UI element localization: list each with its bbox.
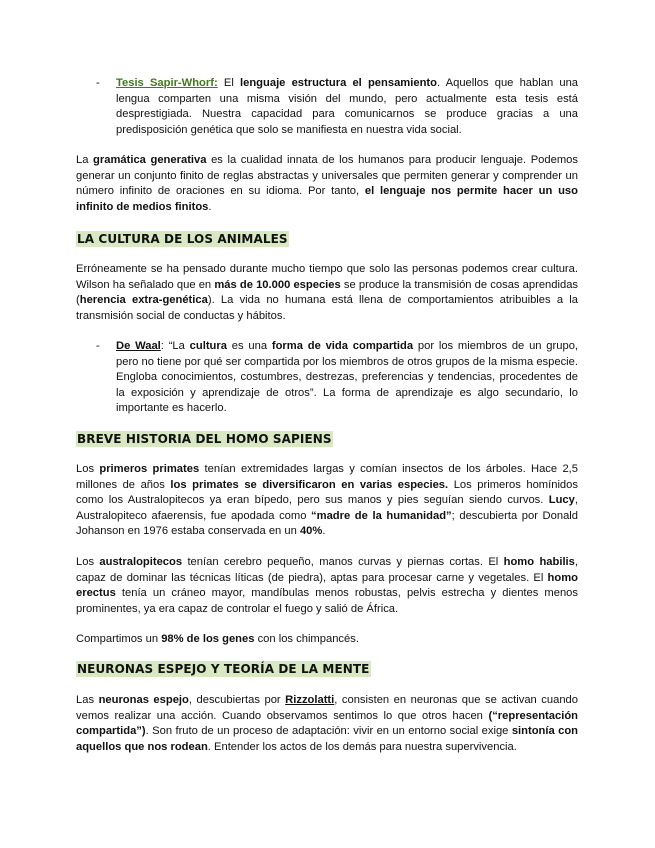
genes-paragraph: Compartimos un 98% de los genes con los chimpancés. <box>76 633 359 645</box>
heading-historia-homo-sapiens: BREVE HISTORIA DEL HOMO SAPIENS <box>77 432 332 446</box>
heading-neuronas-espejo: NEURONAS ESPEJO Y TEORÍA DE LA MENTE <box>77 662 370 676</box>
cultura-paragraph: Erróneamente se ha pensado durante mucho tiempo que solo las personas podemos crear cultura. Wilson ha señalado que en más de 10.000 especies se produce la transmisión de cosas aprendidas (herencia extra-genética). La vida no humana está llena de comportamientos atribuibles a la transmisión social de conductas y hábitos. <box>76 263 579 322</box>
sapir-whorf-link[interactable]: Tesis Sapir-Whorf: <box>116 77 218 89</box>
de-waal-paragraph: De Waal: “La cultura es una forma de vida compartida por los miembros de un grupo, pero no tiene por qué ser compartida por los miembros de otros grupos de la misma especie. Engloba conocimientos, costumbres, destrezas, preferencias y tendencias, procedentes de la exposición y aprendizaje de otros”. La forma de aprendizaje es algo secundario, lo importante es hacerlo. <box>116 340 579 415</box>
heading-cultura-animales: LA CULTURA DE LOS ANIMALES <box>77 232 288 246</box>
primates-paragraph: Los primeros primates tenían extremidades largas y comían insectos de los árboles. Hace 2,5 millones de años los primates se diversificaron en varias especies. Los primeros homínidos como los Australopitecos ya eran bípedo, pero sus manos y pies seguían siendo curvos. Lucy, Australopiteco afaerensis, fue apodada como “madre de la humanidad”; descubierta por Donald Johanson en 1976 estaba conservada en un 40%. <box>76 463 578 538</box>
gramatica-paragraph: La gramática generativa es la cualidad innata de los humanos para producir lenguaje. Podemos generar un conjunto finito de reglas abstractas y universales que permiten generar y comprender un número infinito de oraciones en su idioma. Por tanto, el lenguaje nos permite hacer un uso infinito de medios finitos. <box>76 154 578 213</box>
rizzolatti-name: Rizzolatti <box>285 694 335 706</box>
bullet-dash: - <box>96 77 100 89</box>
bullet-dash: - <box>96 340 100 352</box>
australopitecos-paragraph: Los australopitecos tenían cerebro pequeño, manos curvas y piernas cortas. El homo habilis, capaz de dominar las técnicas líticas (de piedra), aptas para procesar carne y vegetales. El homo erectus tenía un cráneo mayor, mandíbulas menos robustas, pelvis estrecha y dientes menos prominentes, ya era capaz de controlar el fuego y salió de África. <box>76 556 578 615</box>
neuronas-paragraph: Las neuronas espejo, descubiertas por Rizzolatti, consisten en neuronas que se activan cuando vemos realizar una acción. Cuando observamos sentimos lo que otros hacen (“representación compartida”). Son fruto de un proceso de adaptación: vivir en un entorno social exige sintonía con aquellos que nos rodean. Entender los actos de los demás para nuestra supervivencia. <box>76 694 578 753</box>
de-waal-name: De Waal <box>116 340 161 352</box>
sapir-whorf-paragraph: Tesis Sapir-Whorf: El lenguaje estructura el pensamiento. Aquellos que hablan una lengua comparten una misma visión del mundo, pero actualmente esta tesis está desprestigiada. Nuestra capacidad para comunicarnos se produce gracias a una predisposición genética que solo se manifiesta en nuestra vida social. <box>116 77 579 136</box>
